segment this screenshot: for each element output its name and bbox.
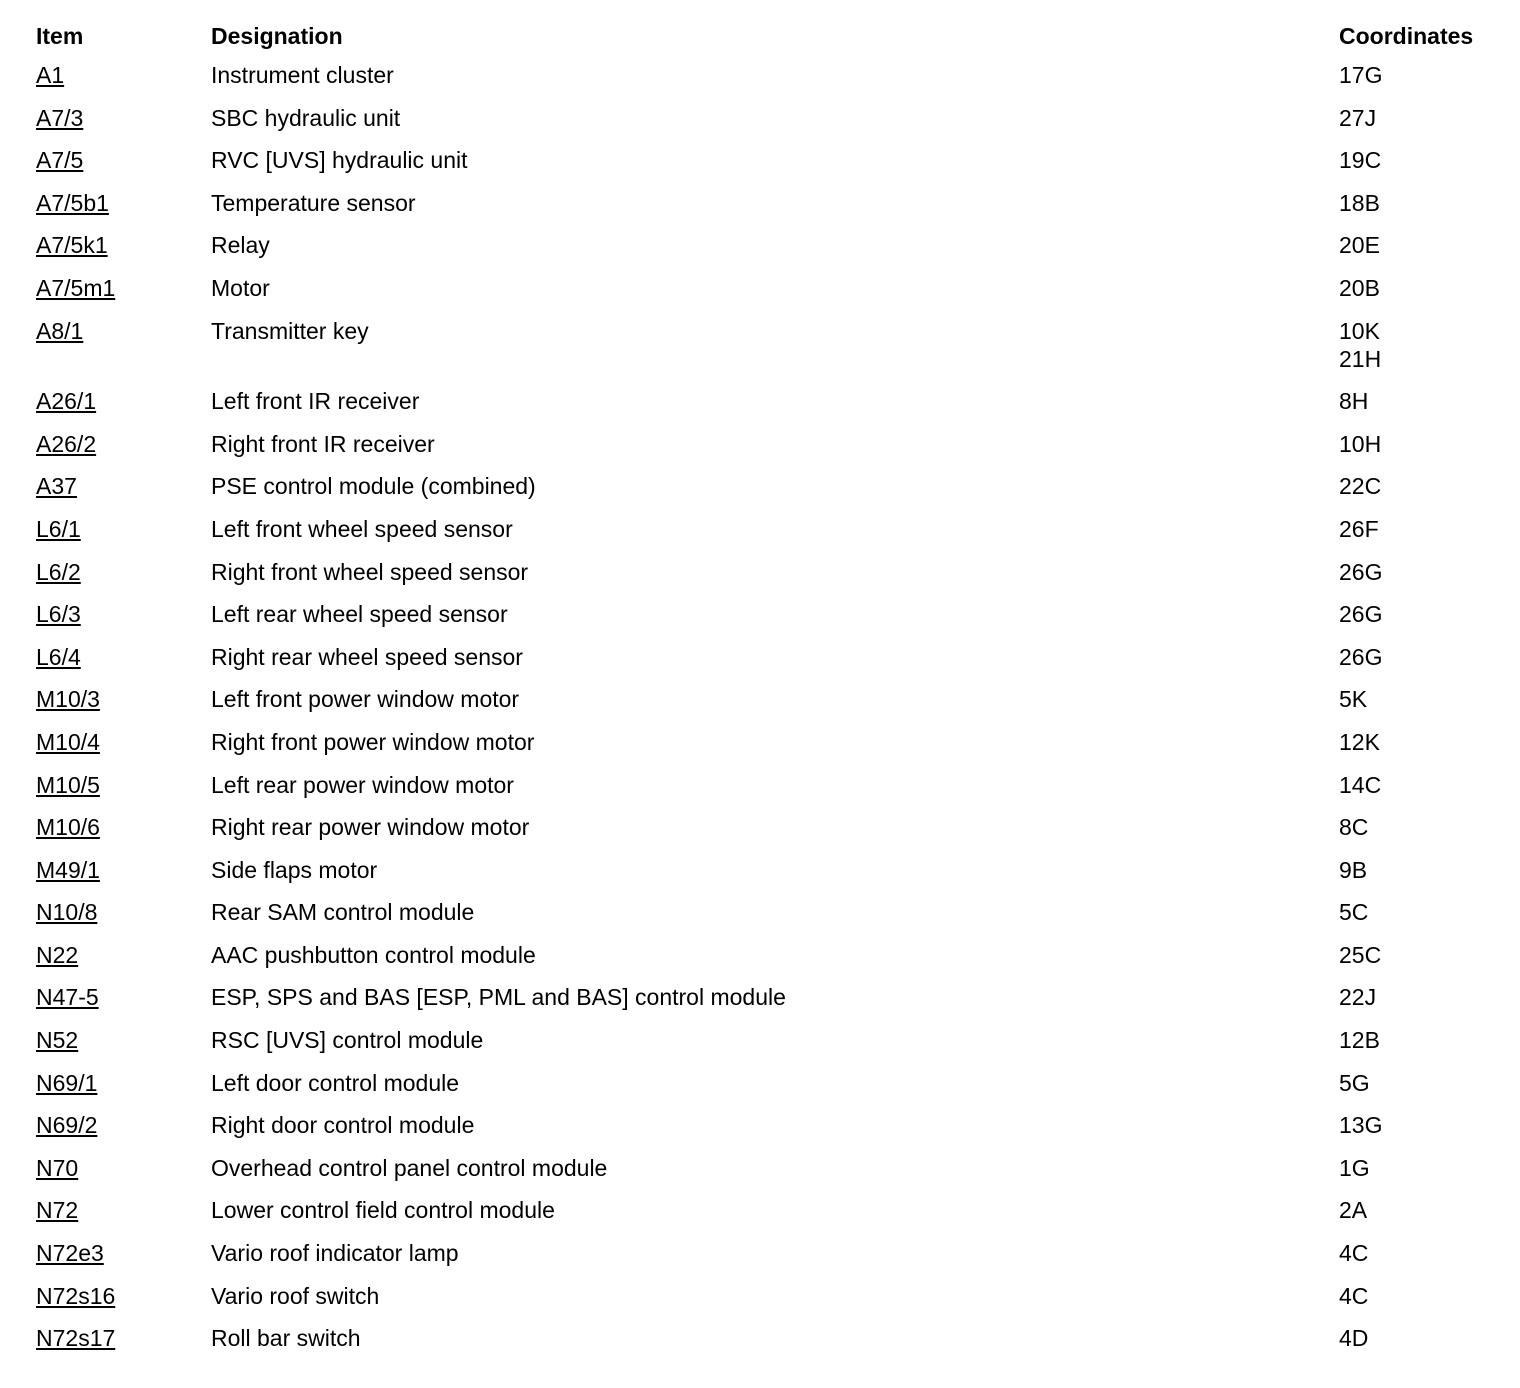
coordinates-cell (1339, 813, 1506, 856)
designation-cell: Vario roof indicator lamp (211, 1240, 459, 1267)
coordinate-value: 5C (1339, 899, 1369, 926)
table-row (36, 189, 1506, 232)
table-row (36, 1111, 1506, 1154)
table-row (36, 728, 1506, 771)
designation-cell: Right rear wheel speed sensor (211, 643, 523, 670)
designation-cell: Left rear wheel speed sensor (211, 601, 508, 628)
item-cell (36, 1239, 211, 1282)
designation-cell: Right rear power window motor (211, 814, 530, 841)
designation-cell: AAC pushbutton control module (211, 941, 536, 968)
item-link[interactable]: M10/3 (36, 686, 100, 713)
coordinates-cell (1339, 941, 1506, 984)
item-link[interactable]: N22 (36, 941, 79, 968)
item-cell (36, 231, 211, 274)
item-cell (36, 1026, 211, 1069)
coordinates-column-header: Coordinates (1339, 23, 1474, 49)
coordinates-cell (1339, 685, 1506, 728)
item-link[interactable]: A8/1 (36, 317, 84, 344)
item-link[interactable]: N52 (36, 1027, 79, 1054)
item-cell (36, 813, 211, 856)
table-row (36, 558, 1506, 601)
designation-cell: Right front wheel speed sensor (211, 558, 529, 585)
table-row (36, 898, 1506, 941)
coordinates-cell (1339, 472, 1506, 515)
coordinate-value: 27J (1339, 104, 1377, 131)
table-row (36, 317, 1506, 388)
item-cell (36, 61, 211, 104)
designation-cell: Temperature sensor (211, 189, 416, 216)
designation-cell: Lower control field control module (211, 1197, 555, 1224)
item-cell (36, 1324, 211, 1367)
coordinate-value: 18B (1339, 189, 1380, 216)
coordinate-value: 5K (1339, 686, 1368, 713)
item-link[interactable]: N72e3 (36, 1240, 104, 1267)
item-link[interactable]: N69/2 (36, 1112, 98, 1139)
table-row (36, 146, 1506, 189)
designation-cell: Motor (211, 274, 270, 301)
coordinates-cell (1339, 558, 1506, 601)
coordinates-cell (1339, 1239, 1506, 1282)
coordinate-value: 14C (1339, 771, 1382, 798)
coordinate-value: 22C (1339, 473, 1382, 500)
item-cell (36, 430, 211, 473)
coordinates-cell (1339, 231, 1506, 274)
item-link[interactable]: A7/3 (36, 104, 84, 131)
item-cell (36, 189, 211, 232)
coordinate-value: 26G (1339, 643, 1383, 670)
item-link[interactable]: N69/1 (36, 1069, 98, 1096)
designation-cell: Right front power window motor (211, 728, 535, 755)
coordinate-value: 22J (1339, 984, 1377, 1011)
coordinate-value: 10K (1339, 317, 1380, 344)
item-link[interactable]: A1 (36, 62, 65, 88)
designation-cell: Right door control module (211, 1112, 475, 1139)
item-link[interactable]: A7/5m1 (36, 274, 116, 301)
designation-cell: Roll bar switch (211, 1325, 361, 1352)
table-row (36, 856, 1506, 899)
coordinates-cell (1339, 274, 1506, 317)
coordinate-value: 26F (1339, 515, 1379, 542)
table-row (36, 1026, 1506, 1069)
table-row (36, 387, 1506, 430)
item-column-header: Item (36, 23, 84, 49)
designation-cell: ESP, SPS and BAS [ESP, PML and BAS] control module (211, 984, 786, 1011)
coordinates-cell (1339, 898, 1506, 941)
item-link[interactable]: N72 (36, 1197, 79, 1224)
item-link[interactable]: A26/1 (36, 388, 97, 415)
coordinate-value: 25C (1339, 941, 1382, 968)
table-row (36, 643, 1506, 686)
table-row (36, 1282, 1506, 1325)
designation-cell: Left front power window motor (211, 686, 520, 713)
item-cell (36, 1282, 211, 1325)
coordinate-value: 13G (1339, 1112, 1383, 1139)
table-row (36, 983, 1506, 1026)
item-cell (36, 856, 211, 899)
table-row (36, 472, 1506, 515)
coordinate-value: 1G (1339, 1154, 1370, 1181)
coordinate-value: 8H (1339, 388, 1369, 415)
coordinates-cell (1339, 1069, 1506, 1112)
designation-cell: Left door control module (211, 1069, 460, 1096)
coordinate-value: 26G (1339, 601, 1383, 628)
item-link[interactable]: L6/3 (36, 601, 81, 628)
item-link[interactable]: M49/1 (36, 856, 100, 883)
coordinates-cell (1339, 104, 1506, 147)
coordinates-cell (1339, 856, 1506, 899)
item-link[interactable]: A26/2 (36, 430, 97, 457)
item-cell (36, 274, 211, 317)
table-row (36, 1324, 1506, 1367)
coordinates-cell (1339, 983, 1506, 1026)
designation-cell: RVC [UVS] hydraulic unit (211, 147, 468, 174)
designation-cell: RSC [UVS] control module (211, 1027, 484, 1054)
item-link[interactable]: M10/4 (36, 728, 100, 755)
item-cell (36, 771, 211, 814)
item-cell (36, 1196, 211, 1239)
item-link[interactable]: A37 (36, 473, 77, 500)
table-row (36, 61, 1506, 104)
coordinates-cell (1339, 1196, 1506, 1239)
item-cell (36, 472, 211, 515)
item-cell (36, 146, 211, 189)
designation-cell: Transmitter key (211, 317, 369, 344)
item-cell (36, 728, 211, 771)
table-row (36, 231, 1506, 274)
table-row (36, 1239, 1506, 1282)
coordinate-value: 2A (1339, 1197, 1368, 1224)
table-row (36, 104, 1506, 147)
component-legend-table (36, 18, 1506, 1367)
item-link[interactable]: A7/5 (36, 147, 84, 174)
coordinate-value: 21H (1339, 345, 1382, 372)
designation-cell: Left front wheel speed sensor (211, 515, 513, 542)
table-row (36, 813, 1506, 856)
coordinates-cell (1339, 600, 1506, 643)
item-cell (36, 898, 211, 941)
coordinates-cell (1339, 387, 1506, 430)
item-cell (36, 983, 211, 1026)
coordinates-cell (1339, 146, 1506, 189)
coordinate-value: 12B (1339, 1027, 1380, 1054)
coordinates-cell (1339, 1282, 1506, 1325)
item-cell (36, 515, 211, 558)
designation-cell: Overhead control panel control module (211, 1154, 608, 1181)
coordinate-value: 4C (1339, 1240, 1369, 1267)
item-link[interactable]: A7/5k1 (36, 232, 108, 259)
table-body (36, 61, 1506, 1367)
table-row (36, 515, 1506, 558)
coordinates-cell (1339, 728, 1506, 771)
coordinates-cell (1339, 643, 1506, 686)
item-cell (36, 387, 211, 430)
table-row (36, 771, 1506, 814)
item-link[interactable]: L6/2 (36, 558, 81, 585)
coordinates-cell (1339, 189, 1506, 232)
designation-column-header: Designation (211, 23, 343, 49)
item-cell (36, 1069, 211, 1112)
coordinate-value: 17G (1339, 62, 1383, 88)
coordinate-value: 26G (1339, 558, 1383, 585)
item-link[interactable]: A7/5b1 (36, 189, 109, 216)
coordinates-cell (1339, 515, 1506, 558)
designation-cell: SBC hydraulic unit (211, 104, 401, 131)
item-link[interactable]: N47-5 (36, 984, 99, 1011)
item-cell (36, 558, 211, 601)
item-link[interactable]: M10/6 (36, 814, 100, 841)
coordinates-cell (1339, 1324, 1506, 1367)
coordinate-value: 4C (1339, 1282, 1369, 1309)
coordinate-value: 4D (1339, 1325, 1369, 1352)
coordinate-value: 9B (1339, 856, 1368, 883)
designation-cell: Vario roof switch (211, 1282, 380, 1309)
table-row (36, 1196, 1506, 1239)
item-cell (36, 1111, 211, 1154)
item-link[interactable]: N70 (36, 1154, 79, 1181)
coordinates-cell (1339, 430, 1506, 473)
coordinate-value: 19C (1339, 147, 1382, 174)
item-cell (36, 600, 211, 643)
item-cell (36, 685, 211, 728)
table-row (36, 685, 1506, 728)
item-link[interactable]: L6/4 (36, 643, 81, 670)
designation-cell: Side flaps motor (211, 856, 378, 883)
table-header-row (36, 18, 1506, 61)
table-row (36, 600, 1506, 643)
table-row (36, 274, 1506, 317)
designation-cell: Rear SAM control module (211, 899, 475, 926)
table-row (36, 941, 1506, 984)
item-link[interactable]: L6/1 (36, 515, 81, 542)
table-row (36, 430, 1506, 473)
coordinate-value: 8C (1339, 814, 1369, 841)
item-link[interactable]: N72s16 (36, 1282, 116, 1309)
item-cell (36, 317, 211, 388)
designation-cell: Relay (211, 232, 270, 259)
coordinate-value: 20B (1339, 274, 1380, 301)
item-link[interactable]: M10/5 (36, 771, 100, 798)
table-row (36, 1154, 1506, 1197)
item-cell (36, 643, 211, 686)
coordinates-cell (1339, 1154, 1506, 1197)
item-cell (36, 1154, 211, 1197)
designation-cell: Left rear power window motor (211, 771, 514, 798)
coordinates-cell (1339, 1111, 1506, 1154)
item-link[interactable]: N72s17 (36, 1325, 116, 1352)
coordinates-cell (1339, 771, 1506, 814)
coordinate-value: 20E (1339, 232, 1380, 259)
table-row (36, 1069, 1506, 1112)
coordinates-cell (1339, 61, 1506, 104)
designation-cell: PSE control module (combined) (211, 473, 536, 500)
item-cell (36, 104, 211, 147)
designation-cell: Instrument cluster (211, 62, 394, 88)
item-cell (36, 941, 211, 984)
coordinate-value: 10H (1339, 430, 1382, 457)
coordinate-value: 12K (1339, 728, 1380, 755)
item-link[interactable]: N10/8 (36, 899, 98, 926)
coordinates-cell (1339, 1026, 1506, 1069)
designation-cell: Right front IR receiver (211, 430, 435, 457)
coordinates-cell (1339, 317, 1506, 388)
designation-cell: Left front IR receiver (211, 388, 420, 415)
coordinate-value: 5G (1339, 1069, 1370, 1096)
